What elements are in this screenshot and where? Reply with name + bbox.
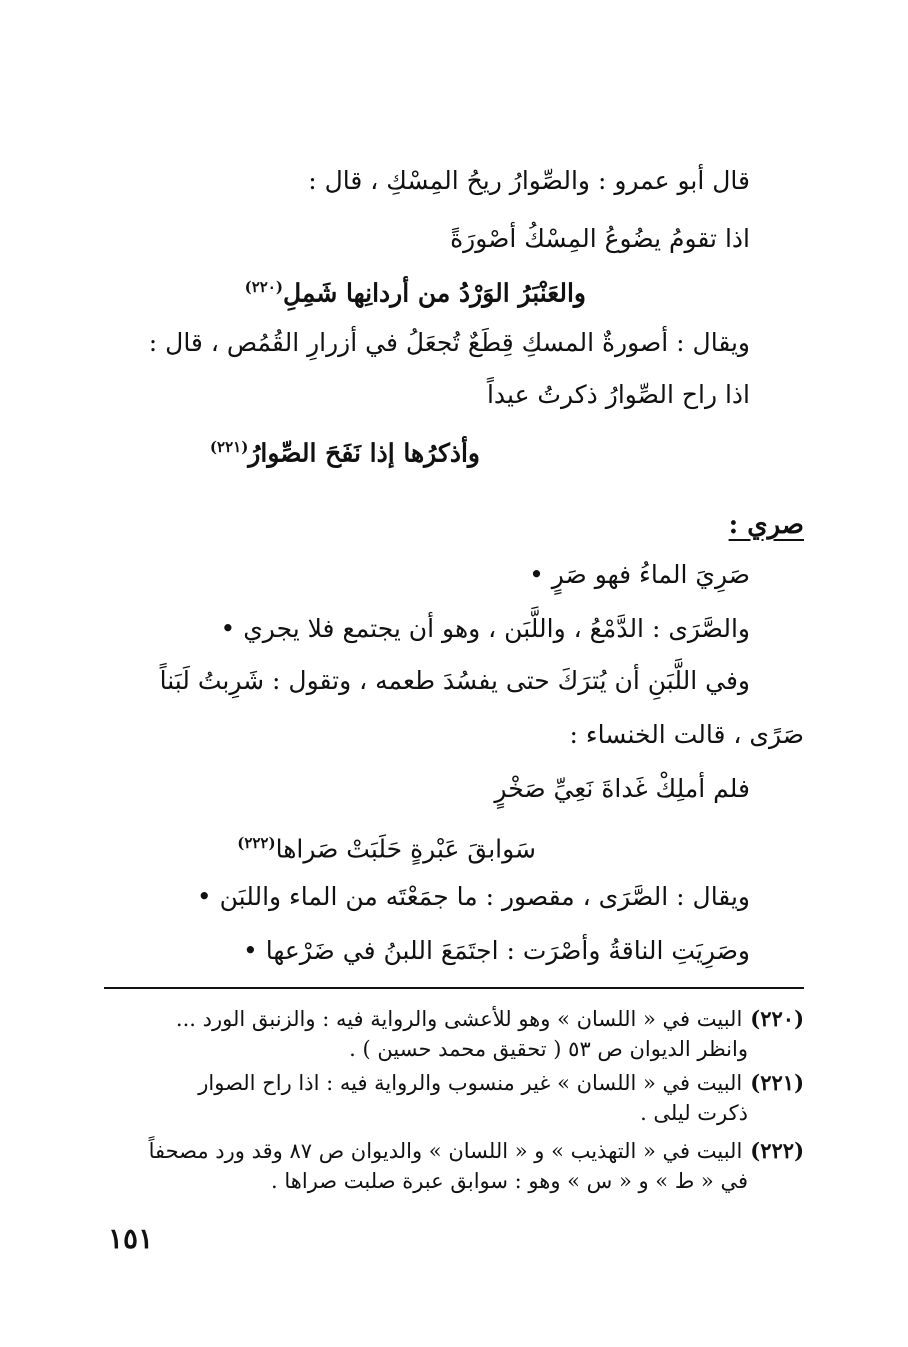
footnote-text: البيت في « التهذيب » و « اللسان » والديوان ص ٨٧ وقد ورد مصحفاً [148,1139,743,1163]
footnote-line [198,1068,804,1098]
verse-line [210,430,480,470]
footnote-text: البيت في « اللسان » وهو للأعشى والرواية فيه : والزنبق الورد ... [175,1007,743,1031]
footnote-line [149,1136,804,1166]
footnote-number: (٢٢١) [750,1070,804,1095]
body-line: صَرًى ، قالت الخنساء : [569,720,804,749]
footnote-divider [104,987,804,989]
verse-line: فلم أملِكْ غَداةَ نَعِيِّ صَخْرٍ [494,774,750,803]
body-line: وفي اللَّبَنِ أن يُترَكَ حتى يفسُدَ طعمه ، وتقول : شَرِبتُ لَبَناً [159,666,750,695]
body-line: ويقال : الصَّرَى ، مقصور : ما جمَعْتَه من الماء واللبَن • [196,882,750,911]
verse-text: والعَنْبَرُ الوَرْدُ من أردانِها شَمِلِ [282,278,586,308]
body-line: والصَّرَى : الدَّمْعُ ، واللَّبَن ، وهو أن يجتمع فلا يجري • [220,614,750,643]
footnote-reference: (٢٢١) [209,438,249,456]
footnote-number: (٢٢٢) [750,1138,804,1163]
body-line: قال أبو عمرو : والصِّوارُ ريحُ المِسْكِ ، قال : [308,166,750,195]
footnote-line: وانظر الديوان ص ٥٣ ( تحقيق محمد حسين ) . [349,1037,748,1061]
body-line: صَرِيَ الماءُ فهو صَرٍ • [529,560,750,589]
verse-line: اذا تقومُ يضُوعُ المِسْكُ أصْورَةً [450,224,750,253]
footnote-reference: (٢٢٢) [237,834,276,852]
footnote-line: ذكرت ليلى . [640,1101,748,1125]
footnote-reference: (٢٢٠) [244,278,283,296]
verse-text: سَوابقَ عَبْرةٍ حَلَبَتْ صَراها [275,834,536,864]
footnote-line: في « ط » و « س » وهو : سوابق عبرة صلبت صراها . [271,1169,748,1193]
verse-line: اذا راح الصِّوارُ ذكرتُ عيداً [486,380,750,409]
footnote-line [176,1004,804,1034]
body-line: وصَرِيَتِ الناقةُ وأصْرَت : اجتَمَعَ اللبنُ في ضَرْعها • [243,936,750,965]
section-heading: صري : [728,510,804,540]
verse-line [245,270,586,310]
footnote-text: البيت في « اللسان » غير منسوب والرواية فيه : اذا راح الصوار [198,1071,743,1095]
verse-text: وأذكرُها إذا نَفَحَ الصِّوارُ [248,438,480,468]
page-number: ١٥١ [108,1222,154,1255]
body-line: ويقال : أصورةٌ المسكِ قِطَعٌ تُجعَلُ في أزرارِ القُمُص ، قال : [148,328,750,357]
verse-line [237,826,536,866]
footnote-number: (٢٢٠) [750,1006,804,1031]
